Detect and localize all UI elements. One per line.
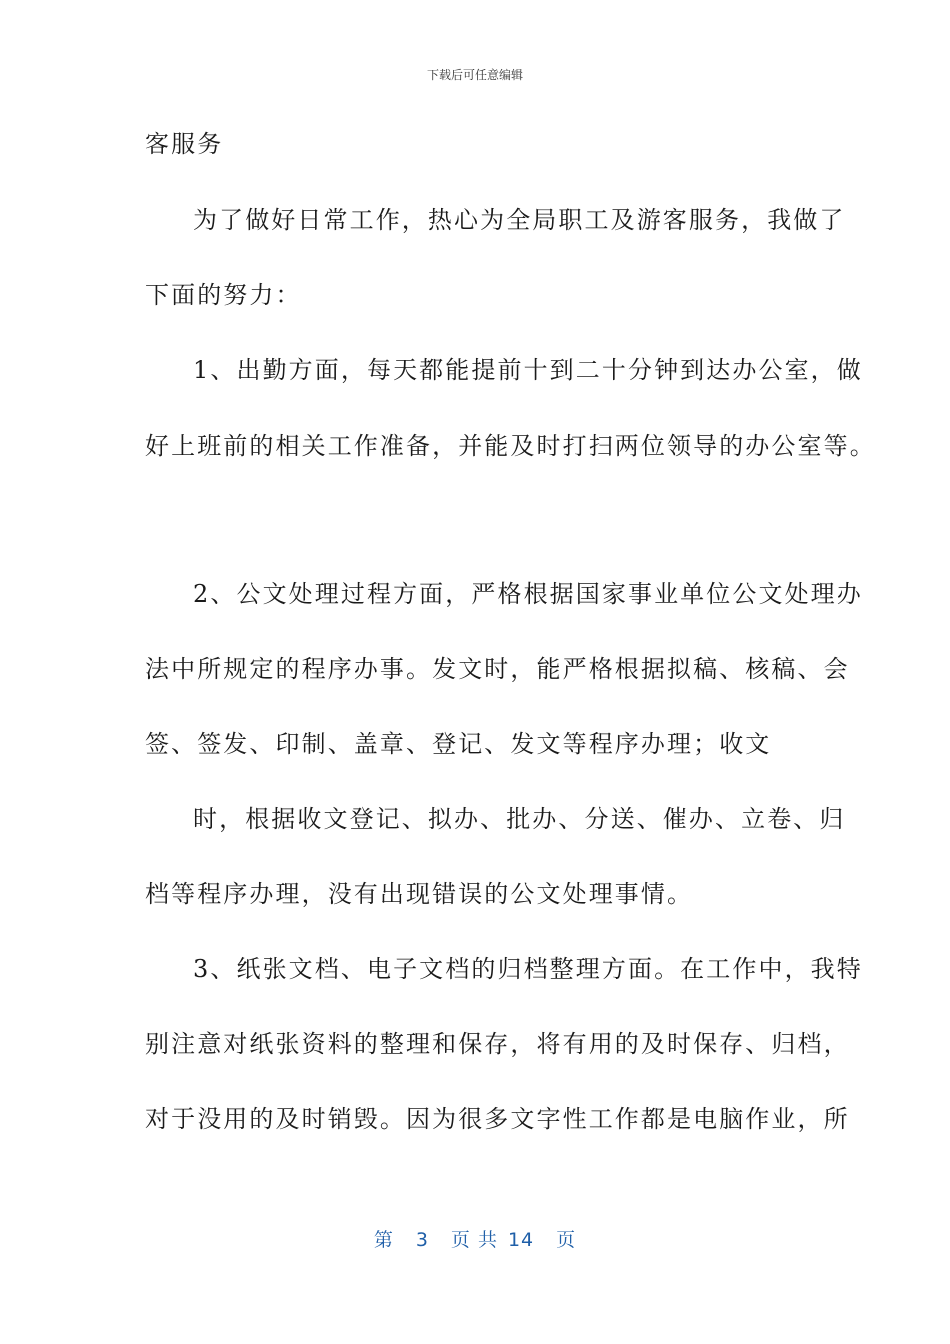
text-line: 为了做好日常工作，热心为全局职工及游客服务，我做了	[193, 206, 846, 234]
text-line: 下面的努力：	[145, 281, 302, 309]
page-number-footer	[0, 1225, 950, 1252]
footer-di: 第	[373, 1229, 394, 1251]
footer-ye-gong: 页 共	[450, 1229, 498, 1251]
text-line: 别注意对纸张资料的整理和保存，将有用的及时保存、归档，	[145, 1030, 850, 1058]
text-line: 时，根据收文登记、拟办、批办、分送、催办、立卷、归	[193, 805, 846, 833]
text-line: 2、公文处理过程方面，严格根据国家事业单位公文处理办	[193, 580, 863, 608]
text-line: 档等程序办理，没有出现错误的公文处理事情。	[145, 880, 694, 908]
text-line: 签、签发、印制、盖章、登记、发文等程序办理；收文	[145, 730, 772, 758]
current-page-number: 3	[415, 1229, 429, 1251]
footer-ye: 页	[556, 1229, 577, 1251]
text-line: 法中所规定的程序办事。发文时，能严格根据拟稿、核稿、会	[145, 655, 850, 683]
text-line: 对于没用的及时销毁。因为很多文字性工作都是电脑作业，所	[145, 1105, 850, 1133]
total-page-count: 14	[507, 1229, 535, 1251]
text-line: 客服务	[145, 130, 224, 158]
text-line: 1、出勤方面，每天都能提前十到二十分钟到达办公室，做	[193, 356, 863, 384]
text-line: 3、纸张文档、电子文档的归档整理方面。在工作中，我特	[193, 955, 863, 983]
header-note: 下载后可任意编辑	[426, 68, 523, 82]
text-line: 好上班前的相关工作准备，并能及时打扫两位领导的办公室等。	[145, 432, 876, 460]
